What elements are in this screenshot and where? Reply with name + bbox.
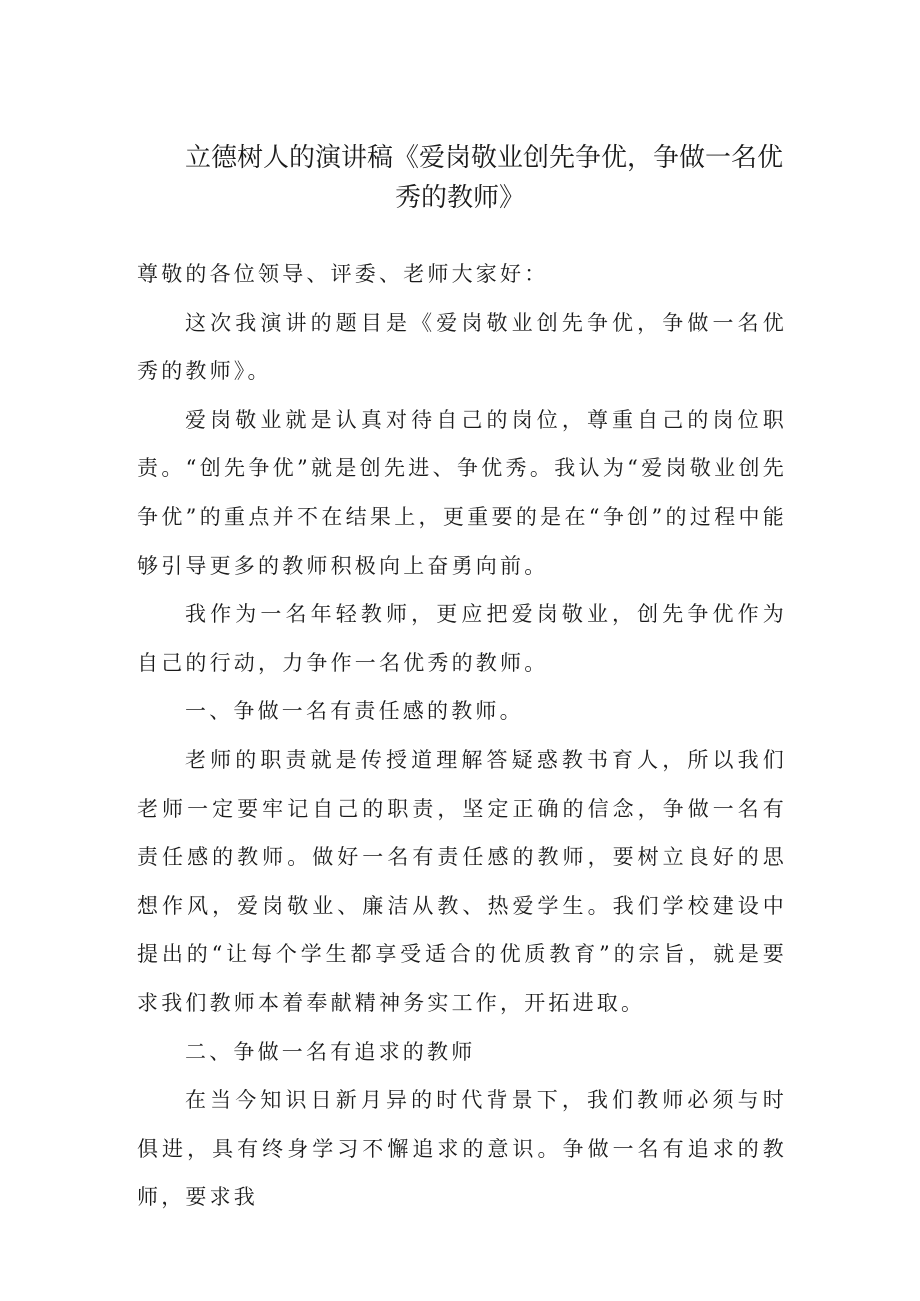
document-title [137,138,783,218]
section-heading-2: 二、争做一名有追求的教师 [185,1039,476,1064]
document-body [137,250,787,1222]
paragraph-young-teacher: 我作为一名年轻教师，更应把爱岗敬业，创先争优作为自己的行动，力争作一名优秀的教师。 [137,602,787,675]
salutation: 尊敬的各位领导、评委、老师大家好： [137,262,549,286]
paragraph-intro: 这次我演讲的题目是《爱岗敬业创先争优，争做一名优秀的教师》。 [137,310,787,384]
paragraph-pursuit: 在当今知识日新月异的时代背景下，我们教师必须与时俱进，具有终身学习不懈追求的意识。争做一名有追求的教师，要求我 [137,1088,787,1210]
section-heading-1: 一、争做一名有责任感的教师。 [185,699,524,724]
paragraph-definition: 爱岗敬业就是认真对待自己的岗位，尊重自己的岗位职责。“创先争优”就是创先进、争优秀。我认为“爱岗敬业创先争优”的重点并不在结果上，更重要的是在“争创”的过程中能够引导更多的教师积极向上奋勇向前。 [137,407,787,578]
title-line-1: 立德树人的演讲稿《爱岗敬业创先争优，争做一名优 [185,143,784,173]
title-line-2: 秀的教师》 [394,183,525,213]
paragraph-responsibility: 老师的职责就是传授道理解答疑惑教书育人，所以我们老师一定要牢记自己的职责，坚定正确的信念，争做一名有责任感的教师。做好一名有责任感的教师，要树立良好的思想作风，爱岗敬业、廉洁从教、热爱学生。我们学校建设中提出的“让每个学生都享受适合的优质教育”的宗旨，就是要求我们教师本着奉献精神务实工作，开拓进取。 [137,747,787,1015]
